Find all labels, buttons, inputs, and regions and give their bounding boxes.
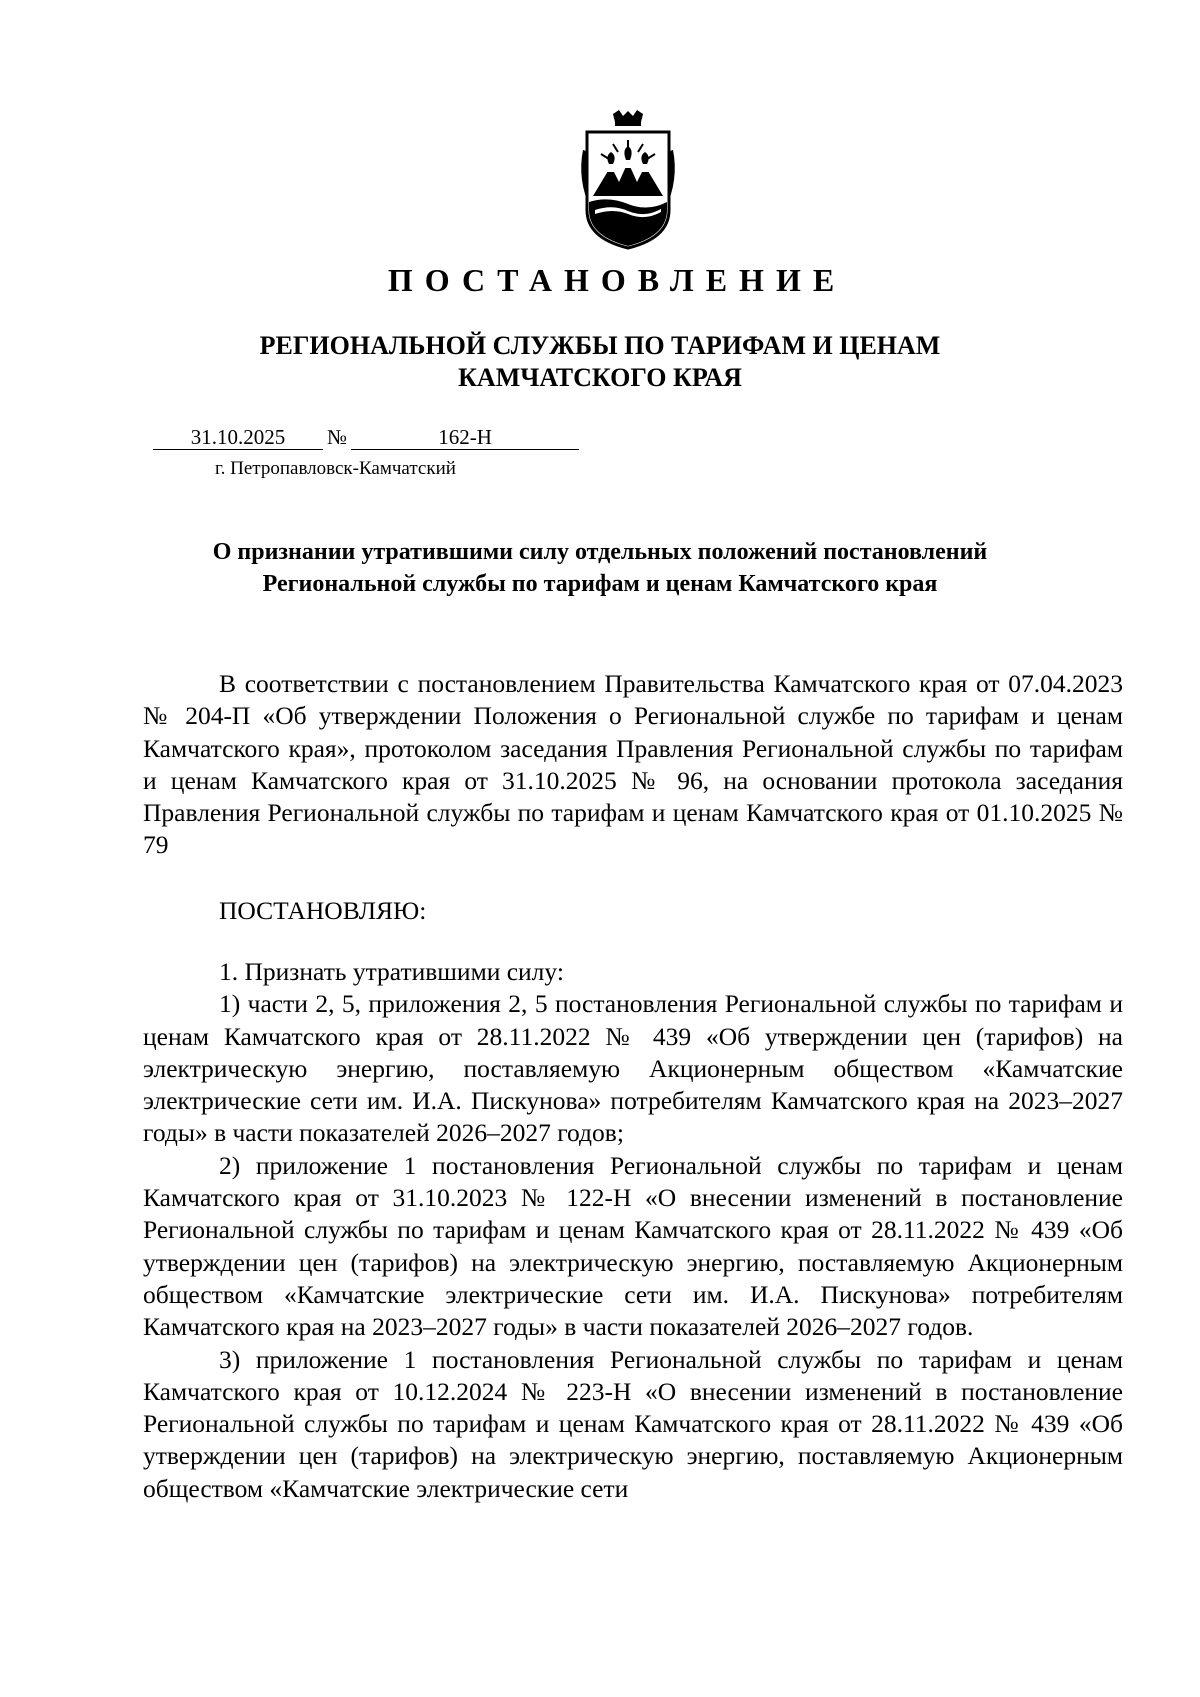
preamble-paragraph: В соответствии с постановлением Правительства Камчатского края от 07.04.2023 № 204-П «Об утверждении Положения о Региональной службе по тарифам и ценам Камчатского края», протоколом заседания Правления Региональной службы по тарифам и ценам Камчатского края от 31.10.2025 № 96, на основании протокола заседания Правления Региональной службы по тарифам и ценам Камчатского края от 01.10.2025 № 79 bbox=[143, 669, 1123, 860]
decree-items bbox=[143, 956, 1123, 1505]
document-type-title: ПОСТАНОВЛЕНИЕ bbox=[387, 262, 847, 298]
number-sign: № bbox=[327, 425, 348, 449]
decree-word: ПОСТАНОВЛЯЮ: bbox=[219, 896, 427, 925]
coat-of-arms-icon bbox=[573, 110, 683, 250]
document-date: 31.10.2025 bbox=[153, 425, 323, 450]
registration-line bbox=[153, 425, 579, 451]
subject-line-1: О признании утратившими силу отдельных положений постановлений bbox=[212, 539, 988, 565]
city-of-issue: г. Петропавловск-Камчатский bbox=[215, 458, 456, 479]
sub-item-2: 2) приложение 1 постановления Региональной службы по тарифам и ценам Камчатского края от 31.10.2023 № 122-Н «О внесении изменений в постановление Региональной службы по тарифам и ценам Камчатского края от 28.11.2022 № 439 «Об утверждении цен (тарифов) на электрическую энергию, поставляемую Акционерным обществом «Камчатские электрические сети им. И.А. Пискунова» потребителям Камчатского края на 2023–2027 годы» в части показателей 2026–2027 годов. bbox=[143, 1150, 1123, 1342]
item-1-heading: 1. Признать утратившими силу: bbox=[219, 957, 564, 986]
sub-item-1: 1) части 2, 5, приложения 2, 5 постановления Региональной службы по тарифам и ценам Камчатского края от 28.11.2022 № 439 «Об утверждении цен (тарифов) на электрическую энергию, поставляемую Акционерным обществом «Камчатские электрические сети им. И.А. Пискунова» потребителям Камчатского края на 2023–2027 годы» в части показателей 2026–2027 годов; bbox=[143, 989, 1123, 1148]
document-number: 162-Н bbox=[351, 425, 579, 450]
sub-item-3: 3) приложение 1 постановления Региональной службы по тарифам и ценам Камчатского края от 10.12.2024 № 223-Н «О внесении изменений в постановление Региональной службы по тарифам и ценам Камчатского края от 28.11.2022 № 439 «Об утверждении цен (тарифов) на электрическую энергию, поставляемую Акционерным обществом «Камчатские электрические сети bbox=[143, 1344, 1123, 1503]
preamble-block bbox=[143, 668, 1123, 862]
issuing-organization bbox=[0, 330, 1200, 394]
org-line-2: КАМЧАТСКОГО КРАЯ bbox=[458, 363, 742, 392]
document-subject bbox=[0, 536, 1200, 600]
org-line-1: РЕГИОНАЛЬНОЙ СЛУЖБЫ ПО ТАРИФАМ И ЦЕНАМ bbox=[259, 331, 941, 360]
subject-line-2: Региональной службы по тарифам и ценам Камчатского края bbox=[262, 571, 938, 597]
